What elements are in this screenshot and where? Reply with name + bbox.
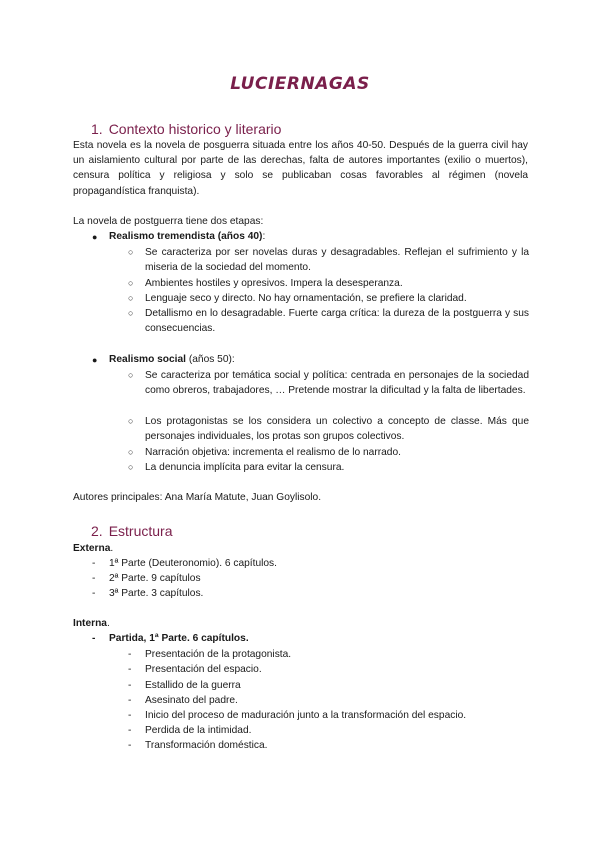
section-1-number: 1. [91,121,103,137]
externa-item: 2ª Parte. 9 capítulos [109,573,201,584]
stages-intro: La novela de postguerra tiene dos etapas: [73,216,264,227]
dash-icon: - [128,740,132,751]
section-2-title: Estructura [108,523,173,539]
section-2-heading [91,523,173,539]
interna-item: Asesinato del padre. [145,695,238,706]
circle-bullet-icon: ○ [128,447,134,457]
stage-1-item: Se caracteriza por ser novelas duras y desagradables. Reflejan el sufrimiento y la miseria de la sociedad del momento. [145,247,529,274]
stage-2-item: Narración objetiva: incrementa el realismo de lo narrado. [145,447,401,458]
stage-1-heading: Realismo tremendista (años 40): [109,231,266,242]
stage-2-heading: Realismo social (años 50): [109,354,235,365]
dash-icon: - [92,633,96,644]
externa-item: 3ª Parte. 3 capítulos. [109,588,204,599]
document-title: LUCIERNAGAS [230,74,370,94]
intro-paragraph: Esta novela es la novela de posguerra situada entre los años 40-50. Después de la guerra civil hay un aislamiento cultural por parte de las derechas, falta de autores importantes (exilio o muertos), censura política y religiosa y solo se publicaban cosas favorables al régimen (novela propagandística franquista). [73,140,528,197]
dash-icon: - [128,680,132,691]
circle-bullet-icon: ○ [128,370,134,380]
externa-label: Externa. [73,543,114,554]
circle-bullet-icon: ○ [128,416,134,426]
stage-2-item: Se caracteriza por temática social y política: centrada en personajes de la sociedad como obreros, trabajadores, … Pretende mostrar la dificultad y la falta de libertades. [145,370,529,397]
dash-icon: - [128,725,132,736]
circle-bullet-icon: ○ [128,462,134,472]
circle-bullet-icon: ○ [128,293,134,303]
dash-icon: - [128,664,132,675]
interna-item: Estallido de la guerra [145,680,241,691]
circle-bullet-icon: ○ [128,247,134,257]
dash-icon: - [92,588,96,599]
stage-1-item: Ambientes hostiles y opresivos. Impera la desesperanza. [145,278,403,289]
stage-1-item: Detallismo en lo desagradable. Fuerte carga crítica: la dureza de la postguerra y sus consecuencias. [145,308,529,335]
interna-item: Presentación del espacio. [145,664,262,675]
bullet-icon: ● [92,355,98,365]
interna-item: Inicio del proceso de maduración junto a la transformación del espacio. [145,710,467,721]
bullet-icon: ● [92,232,98,242]
externa-item: 1ª Parte (Deuteronomio). 6 capítulos. [109,558,277,569]
stage-1-item: Lenguaje seco y directo. No hay ornamentación, se prefiere la claridad. [145,293,467,304]
dash-icon: - [128,695,132,706]
dash-icon: - [128,649,132,660]
interna-item: Transformación doméstica. [145,740,268,751]
dash-icon: - [92,558,96,569]
circle-bullet-icon: ○ [128,278,134,288]
interna-item: Presentación de la protagonista. [145,649,292,660]
dash-icon: - [92,573,96,584]
section-1-heading [91,121,281,137]
interna-part: Partida, 1ª Parte. 6 capítulos. [109,633,249,644]
section-2-number: 2. [91,523,103,539]
circle-bullet-icon: ○ [128,308,134,318]
stage-2-item: La denuncia implícita para evitar la censura. [145,462,345,473]
interna-item: Perdida de la intimidad. [145,725,252,736]
stage-2-item: Los protagonistas se los considera un colectivo a concepto de classe. Más que personajes individuales, los protas son grupos colectivos. [145,416,529,443]
dash-icon: - [128,710,132,721]
authors-line: Autores principales: Ana María Matute, Juan Goylisolo. [73,492,322,503]
interna-label: Interna. [73,618,110,629]
section-1-title: Contexto historico y literario [108,121,282,137]
